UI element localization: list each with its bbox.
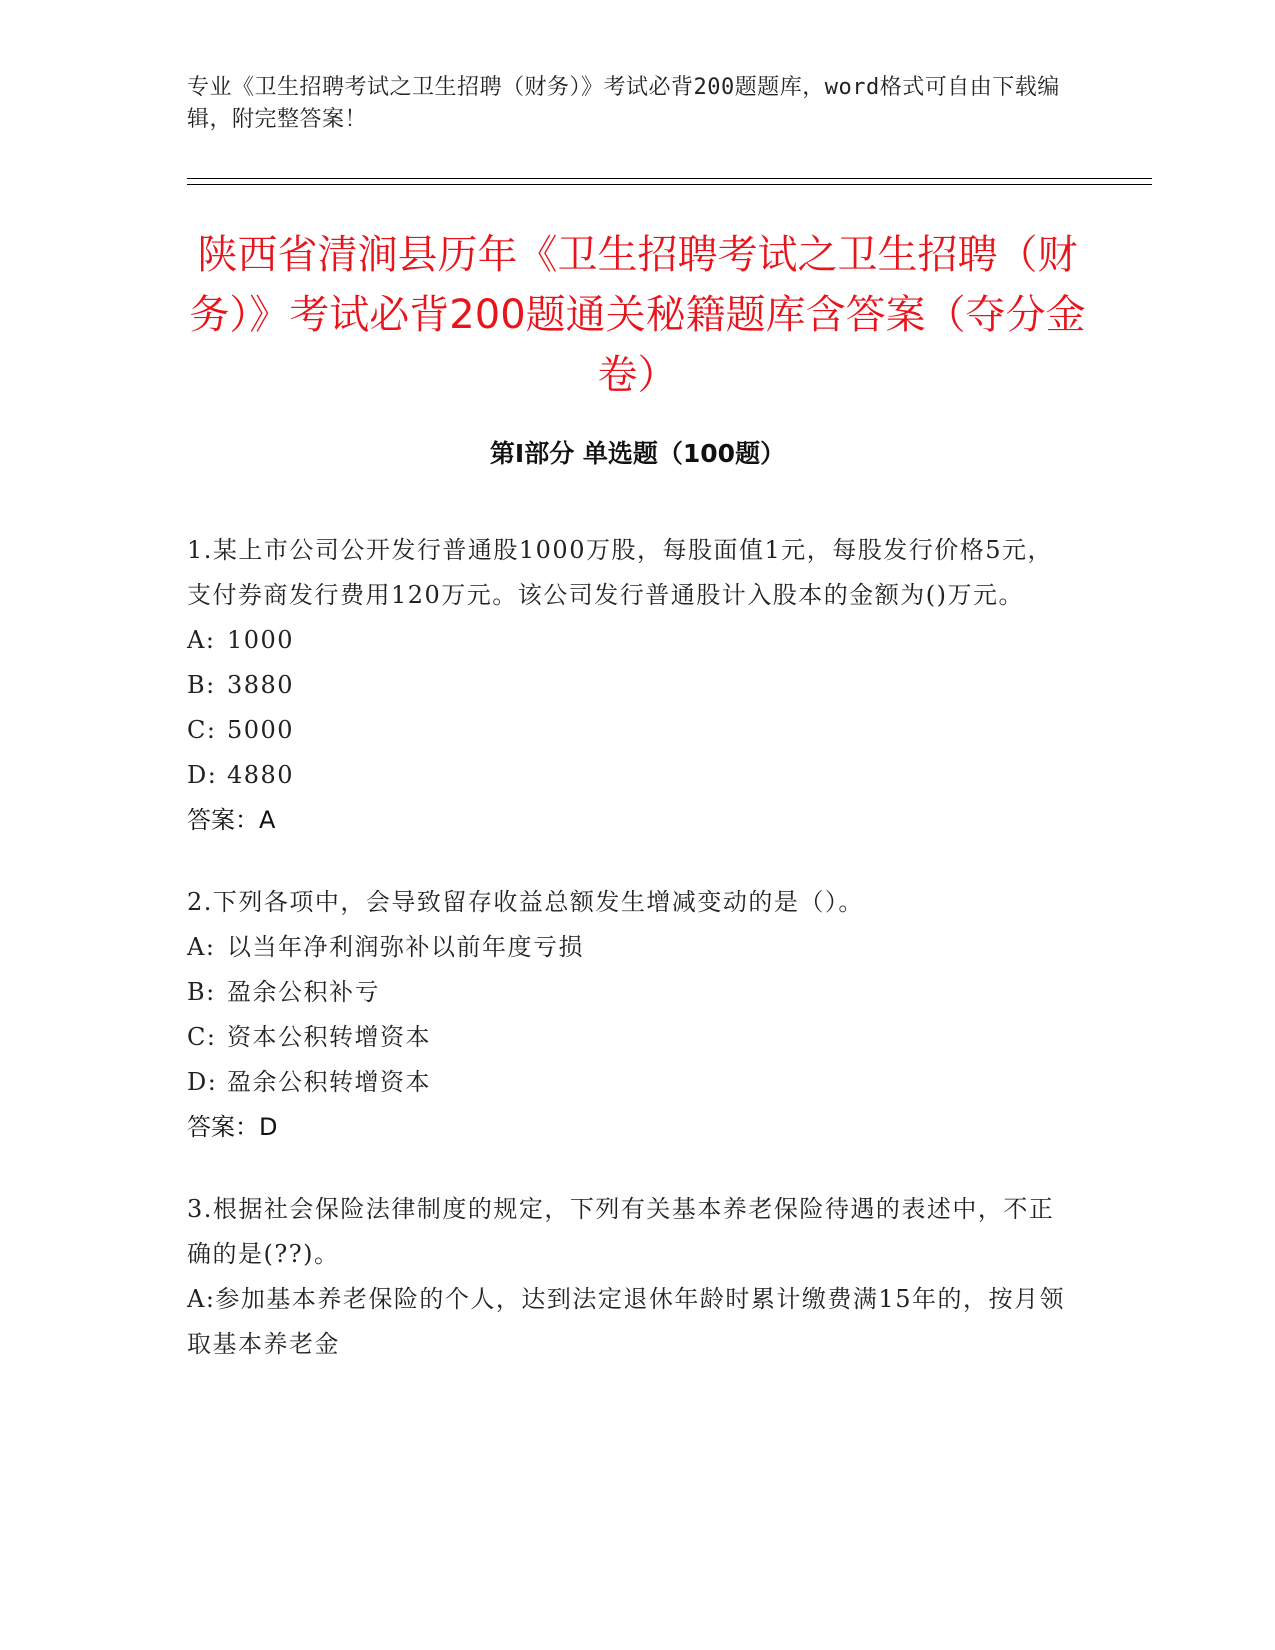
- option-key: C:: [187, 716, 217, 744]
- option-text: 3880: [227, 671, 295, 699]
- question-stem: 3.根据社会保险法律制度的规定，下列有关基本养老保险待遇的表述中，不正确的是(??)。: [187, 1195, 1055, 1268]
- option-key: D:: [187, 761, 218, 789]
- option-b: [187, 663, 1067, 708]
- question-list: [187, 528, 1067, 1404]
- option-text: 盈余公积转增资本: [227, 1068, 431, 1096]
- option-key: A:: [187, 933, 216, 961]
- option-a: [187, 1277, 1067, 1367]
- option-key: B:: [187, 671, 216, 699]
- option-key: A:: [187, 1285, 216, 1313]
- question-3: [187, 1187, 1067, 1367]
- question-2: [187, 880, 1067, 1150]
- header-divider-bottom: [187, 184, 1152, 185]
- answer: 答案：D: [187, 1113, 278, 1141]
- answer: 答案：A: [187, 806, 276, 834]
- option-d: [187, 1060, 1067, 1105]
- header-note: 专业《卫生招聘考试之卫生招聘（财务）》考试必背200题题库，word格式可自由下载编辑，附完整答案！: [187, 75, 1060, 132]
- header-divider-top: [187, 178, 1152, 179]
- option-b: [187, 970, 1067, 1015]
- option-text: 4880: [227, 761, 295, 789]
- option-a: [187, 618, 1067, 663]
- question-stem: 1.某上市公司公开发行普通股1000万股，每股面值1元，每股发行价格5元，支付券商发行费用120万元。该公司发行普通股计入股本的金额为()万元。: [187, 536, 1054, 609]
- question-1: [187, 528, 1067, 843]
- option-d: [187, 753, 1067, 798]
- option-key: D:: [187, 1068, 218, 1096]
- option-text: 5000: [227, 716, 295, 744]
- option-text: 以当年净利润弥补以前年度亏损: [227, 933, 584, 961]
- option-key: C:: [187, 1023, 217, 1051]
- option-text: 1000: [227, 626, 295, 654]
- option-a: [187, 925, 1067, 970]
- option-key: A:: [187, 626, 216, 654]
- document-title: 陕西省清涧县历年《卫生招聘考试之卫生招聘（财务）》考试必背200题通关秘籍题库含答案（夺分金卷）: [189, 232, 1086, 398]
- question-stem: 2.下列各项中，会导致留存收益总额发生增减变动的是（）。: [187, 888, 864, 916]
- option-text: 参加基本养老保险的个人，达到法定退休年龄时累计缴费满15年的，按月领取基本养老金: [187, 1285, 1065, 1358]
- section-heading: 第Ⅰ部分 单选题（100题）: [489, 439, 786, 468]
- option-key: B:: [187, 978, 216, 1006]
- option-text: 资本公积转增资本: [227, 1023, 431, 1051]
- option-text: 盈余公积补亏: [227, 978, 380, 1006]
- option-c: [187, 708, 1067, 753]
- option-c: [187, 1015, 1067, 1060]
